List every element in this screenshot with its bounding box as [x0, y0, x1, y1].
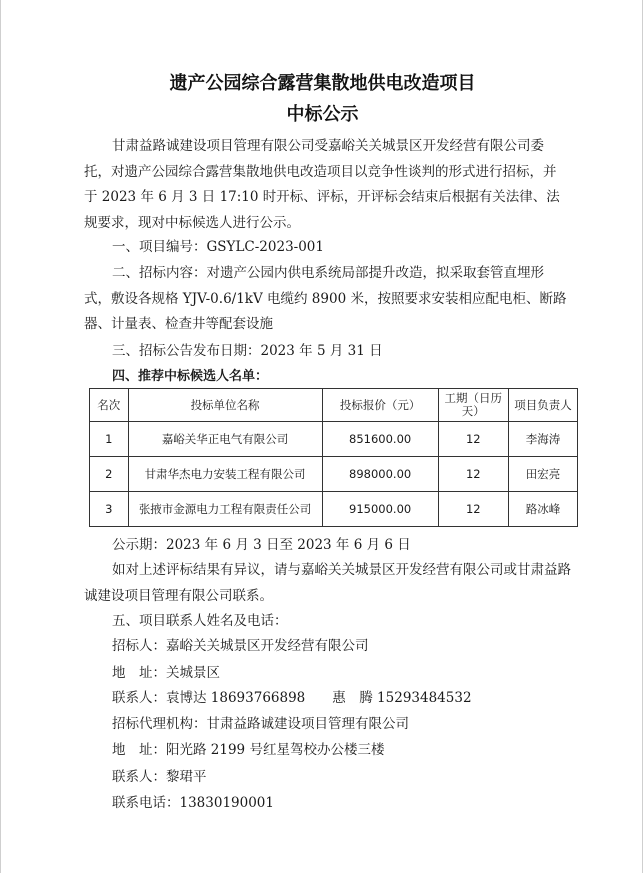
agency-phone: 联系电话：13830190001 — [112, 795, 274, 811]
table-row — [90, 492, 578, 527]
publicity-period: 公示期：2023 年 6 月 3 日至 2023 年 6 月 6 日 — [112, 537, 411, 553]
header-manager: 项目负责人 — [508, 389, 577, 422]
tender-content: 二、招标内容：对遗产公园内供电系统局部提升改造，拟采取套管直埋形式，敷设各规格 YJV-0.6/1kV 电缆约 8900 米，按照要求安装相应配电柜、断路器、计量表、检查井等配套设施 — [84, 265, 567, 332]
cell-duration: 12 — [438, 492, 508, 527]
cell-duration: 12 — [438, 422, 508, 457]
cell-price: 915000.00 — [322, 492, 438, 527]
tenderer-contact: 联系人：袁博达 18693766898 惠 腾 15293484532 — [112, 690, 472, 706]
cell-manager: 田宏亮 — [508, 457, 577, 492]
cell-company: 嘉峪关华正电气有限公司 — [128, 422, 322, 457]
header-duration: 工期（日历天） — [438, 389, 508, 422]
document-title: 遗产公园综合露营集散地供电改造项目 — [169, 73, 476, 94]
table-row — [90, 422, 578, 457]
document-subtitle: 中标公示 — [286, 104, 359, 125]
cell-price: 851600.00 — [322, 422, 438, 457]
project-number: 一、项目编号：GSYLC-2023-001 — [112, 239, 324, 255]
announcement-date: 三、招标公告发布日期：2023 年 5 月 31 日 — [112, 343, 383, 359]
agency-contact: 联系人：黎珺平 — [112, 769, 207, 785]
cell-rank: 3 — [90, 492, 129, 527]
cell-company: 甘肃华杰电力安装工程有限公司 — [128, 457, 322, 492]
cell-rank: 1 — [90, 422, 129, 457]
candidate-list-heading: 四、推荐中标候选人名单： — [112, 369, 269, 384]
objection-notice: 如对上述评标结果有异议，请与嘉峪关关城景区开发经营有限公司或甘肃益路诚建设项目管理有限公司联系。 — [84, 562, 571, 604]
cell-price: 898000.00 — [322, 457, 438, 492]
header-price: 投标报价（元） — [322, 389, 438, 422]
agency-address: 地 址：阳光路 2199 号红星驾校办公楼三楼 — [112, 742, 385, 758]
intro-paragraph: 甘肃益路诚建设项目管理有限公司受嘉峪关关城景区开发经营有限公司委托，对遗产公园综合露营集散地供电改造项目以竞争性谈判的形式进行招标，并于 2023 年 6 月 3 日 17:10 时开标、评标，开评标会结束后根据有关法律、法规要求，现对中标候选人进行公示。 — [84, 138, 560, 231]
cell-rank: 2 — [90, 457, 129, 492]
table-header-row — [90, 389, 578, 422]
header-company: 投标单位名称 — [128, 389, 322, 422]
tenderer-line: 招标人：嘉峪关关城景区开发经营有限公司 — [112, 638, 369, 654]
cell-manager: 李海涛 — [508, 422, 577, 457]
agency-line: 招标代理机构：甘肃益路诚建设项目管理有限公司 — [112, 716, 409, 732]
cell-company: 张掖市金源电力工程有限责任公司 — [128, 492, 322, 527]
header-rank: 名次 — [90, 389, 129, 422]
cell-duration: 12 — [438, 457, 508, 492]
candidate-table — [89, 388, 578, 527]
cell-manager: 路冰峰 — [508, 492, 577, 527]
tenderer-address: 地 址：关城景区 — [112, 665, 220, 681]
contacts-heading: 五、项目联系人姓名及电话： — [112, 613, 288, 629]
table-row — [90, 457, 578, 492]
